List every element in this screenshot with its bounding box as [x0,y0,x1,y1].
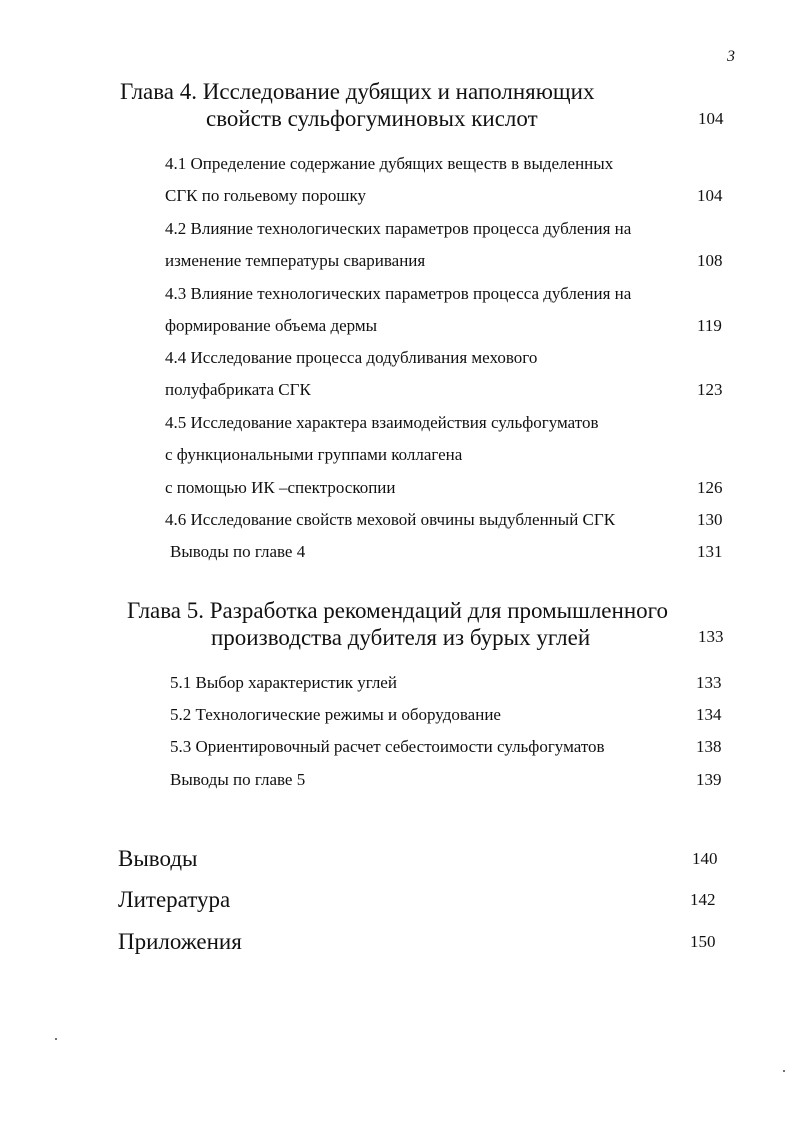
toc-entry-page: 140 [692,849,718,868]
toc-entry-page: 150 [690,932,716,951]
toc-entry-text: 4.5 Исследование характера взаимодействия сульфогуматов [165,413,599,432]
toc-entry-text: 4.4 Исследование процесса додубливания мехового [165,348,538,367]
chapter4-title-line2: свойств сульфогуминовых кислот [206,106,538,131]
toc-entry-text: Выводы по главе 4 [170,542,306,561]
toc-entry-page: 133 [696,673,722,692]
toc-entry-page: 134 [696,705,722,724]
toc-entry-text: Литература [118,887,231,912]
toc-entry-text: изменение температуры сваривания [165,251,426,270]
toc-entry-text: 4.1 Определение содержание дубящих веществ в выделенных [165,154,614,173]
toc-entry-page: 130 [697,510,723,529]
toc-entry-text: формирование объема дермы [165,316,378,335]
toc-entry-page: 119 [697,316,722,335]
chapter5-title-line2: производства дубителя из бурых углей [211,625,591,650]
toc-entry-page: 138 [696,737,722,756]
toc-entry-text: 5.1 Выбор характеристик углей [170,673,397,692]
scan-speck [783,1070,785,1072]
toc-entry-page: 123 [697,380,723,399]
toc-entry-text: 5.3 Ориентировочный расчет себестоимости сульфогуматов [170,737,605,756]
scan-speck [55,1038,57,1040]
toc-entry-text: 4.2 Влияние технологических параметров процесса дубления на [165,219,632,238]
toc-entry-text: 4.3 Влияние технологических параметров процесса дубления на [165,284,632,303]
chapter5-title-line1: Глава 5. Разработка рекомендаций для промышленного [127,598,668,623]
toc-entry-page: 126 [697,478,723,497]
toc-entry-text: 4.6 Исследование свойств меховой овчины выдубленный СГК [165,510,616,529]
toc-entry-page: 131 [697,542,723,561]
toc-entry-text: с функциональными группами коллагена [165,445,463,464]
toc-entry-page: 104 [697,186,723,205]
page-number: 3 [727,48,735,65]
chapter4-title-line1: Глава 4. Исследование дубящих и наполняющих [120,79,595,104]
toc-entry-text: Приложения [118,929,242,954]
toc-entry-page: 139 [696,770,722,789]
toc-entry-text: Выводы по главе 5 [170,770,306,789]
toc-entry-text: 5.2 Технологические режимы и оборудование [170,705,501,724]
toc-entry-text: СГК по гольевому порошку [165,186,367,205]
chapter5-page: 133 [698,627,724,646]
toc-entry-page: 108 [697,251,723,270]
toc-entry-text: Выводы [118,846,198,871]
toc-entry-text: с помощью ИК –спектроскопии [165,478,396,497]
chapter4-page: 104 [698,109,724,128]
toc-entry-text: полуфабриката СГК [165,380,311,399]
toc-entry-page: 142 [690,890,716,909]
